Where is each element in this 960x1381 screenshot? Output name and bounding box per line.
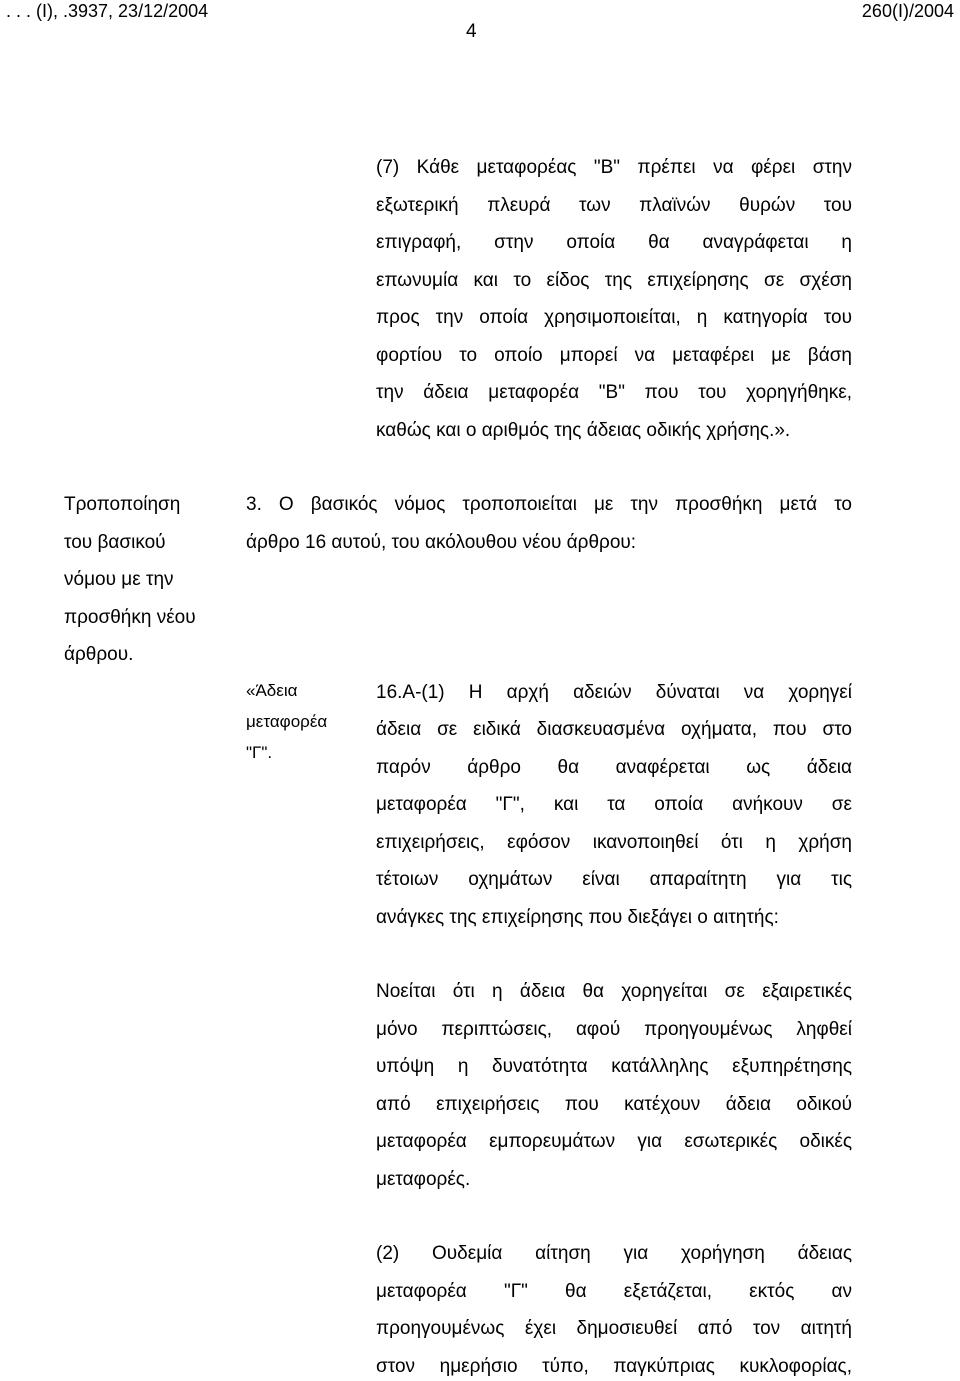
header-left-citation: . . . (Ι), .3937, 23/12/2004 (6, 1, 209, 21)
proviso-line: μεταφορέα εμπορευμάτων για εσωτερικές οδικές (376, 1131, 852, 1152)
para2-line: στον ημερήσιο τύπο, παγκύπριας κυκλοφορίας, (376, 1356, 852, 1377)
article16a-line: ανάγκες της επιχείρησης που διεξάγει ο αιτητής: (376, 907, 779, 928)
para7-line: την άδεια μεταφορέα "Β" που του χορηγήθηκε, (376, 382, 852, 403)
article16a-line: τέτοιων οχημάτων είναι απαραίτητη για τις (376, 869, 852, 890)
para7-line: επιγραφή, στην οποία θα αναγράφεται η (376, 232, 852, 253)
article16a-line: επιχειρήσεις, εφόσον ικανοποιηθεί ότι η χρήση (376, 832, 852, 853)
para7-line: φορτίου το οποίο μπορεί να μεταφέρει με βάση (376, 345, 852, 366)
para2-line: προηγουμένως έχει δημοσιευθεί από τον αιτητή (376, 1318, 852, 1339)
para2-line: (2) Ουδεμία αίτηση για χορήγηση άδειας (376, 1243, 852, 1264)
proviso-line: υπόψη η δυνατότητα κατάλληλης εξυπηρέτησης (376, 1056, 852, 1077)
article16a-line: 16.Α-(1) Η αρχή αδειών δύναται να χορηγεί (376, 682, 852, 703)
para7-line: επωνυμία και το είδος της επιχείρησης σε σχέση (376, 270, 852, 291)
section3-line: άρθρο 16 αυτού, του ακόλουθου νέου άρθρου: (246, 532, 637, 553)
para2-line: μεταφορέα "Γ" θα εξετάζεται, εκτός αν (376, 1281, 852, 1302)
para7-line: καθώς και ο αριθμός της άδειας οδικής χρήσης.». (376, 420, 791, 441)
para7-line: προς την οποία χρησιμοποιείται, η κατηγορία του (376, 307, 852, 328)
para7-line: (7) Κάθε μεταφορέας "Β" πρέπει να φέρει στην (376, 157, 852, 178)
margin-note-line: «Άδεια (246, 681, 298, 700)
running-header (0, 0, 960, 24)
proviso-line: Νοείται ότι η άδεια θα χορηγείται σε εξαιρετικές (376, 981, 852, 1002)
margin-note-line: μεταφορέα (246, 712, 328, 731)
margin-note-line: του βασικού (64, 532, 166, 553)
header-right-law-number: 260(Ι)/2004 (861, 1, 954, 21)
margin-note-line: προσθήκη νέου (64, 607, 196, 628)
margin-note-line: άρθρου. (64, 644, 134, 665)
article16a-line: άδεια σε ειδικά διασκευασμένα οχήματα, που στο (376, 719, 852, 740)
proviso-line: από επιχειρήσεις που κατέχουν άδεια οδικού (376, 1094, 852, 1115)
margin-note-line: νόμου με την (64, 569, 174, 590)
article16a-line: μεταφορέα "Γ", και τα οποία ανήκουν σε (376, 794, 852, 815)
para7-line: εξωτερική πλευρά των πλαϊνών θυρών του (376, 195, 852, 216)
margin-note-line: Τροποποίηση (64, 494, 181, 515)
article16a-line: παρόν άρθρο θα αναφέρεται ως άδεια (376, 757, 852, 778)
page-number: 4 (466, 21, 477, 42)
proviso-line: μόνο περιπτώσεις, αφού προηγουμένως ληφθεί (376, 1019, 852, 1040)
section3-line: 3. Ο βασικός νόμος τροποποιείται με την προσθήκη μετά το (246, 494, 852, 515)
proviso-line: μεταφορές. (376, 1169, 471, 1190)
margin-note-line: "Γ". (246, 743, 273, 762)
